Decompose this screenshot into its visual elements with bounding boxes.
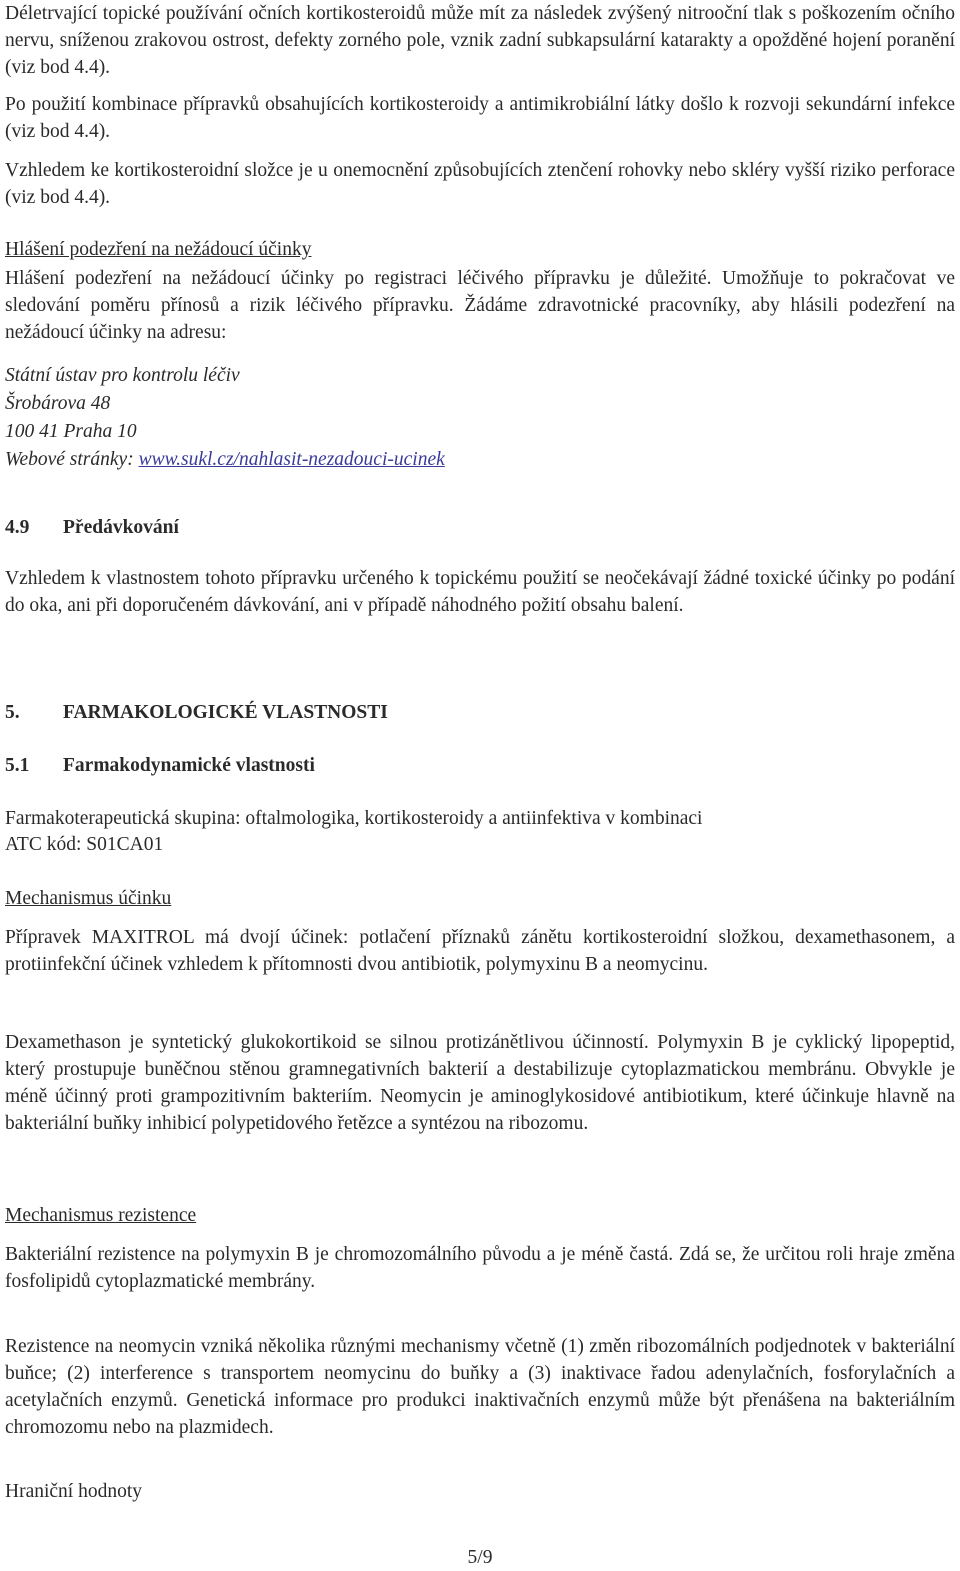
section-title: Farmakodynamické vlastnosti <box>63 755 315 776</box>
pharmacotherapeutic-group: Farmakoterapeutická skupina: oftalmologika, kortikosteroidy a antiinfektiva v kombinaci <box>5 808 703 829</box>
address-line-institution: Státní ústav pro kontrolu léčiv <box>5 365 240 386</box>
section-4-9-heading <box>5 514 955 541</box>
reporting-text: Hlášení podezření na nežádoucí účinky po registraci léčivého přípravku je důležité. Umožňuje to pokračovat ve sledování poměru přínosů a rizik léčivého přípravku. Žádáme zdravotnické pracovníky, aby hlásili podezření na nežádoucí účinky na adresu: <box>5 268 955 343</box>
paragraph-ocular-effects: Déletrvající topické používání očních kortikosteroidů může mít za následek zvýšený nitrooční tlak s poškozením očního nervu, sníženou zrakovou ostrost, defekty zorného pole, vznik zadní subkapsulární katarakty a opožděné hojení poranění (viz bod 4.4). <box>5 3 955 78</box>
limits-heading: Hraniční hodnoty <box>5 1481 143 1502</box>
section-title: Předávkování <box>63 517 179 538</box>
mechanism-paragraph-2: Dexamethason je syntetický glukokortikoid se silnou protizánětlivou účinností. Polymyxin B je cyklický lipopeptid, který prostupuje buněčnou stěnou gramnegativních bakterií a destabilizuje cytoplazmatickou membránu. Obvykle je méně účinný proti grampozitivním bakteriím. Neomycin je aminoglykosidové antibiotikum, které účinkuje hlavně na bakteriální buňky inhibicí polypetidového řetězce a syntézou na ribozomu. <box>5 1032 955 1134</box>
resistance-paragraph-1: Bakteriální rezistence na polymyxin B je chromozomálního původu a je méně častá. Zdá se, že určitou roli hraje změna fosfolipidů cytoplazmatické membrány. <box>5 1244 955 1292</box>
paragraph-secondary-infection: Po použití kombinace přípravků obsahujících kortikosteroidy a antimikrobiální látky došlo k rozvoji sekundární infekce (viz bod 4.4). <box>5 94 955 142</box>
resistance-heading: Mechanismus rezistence <box>5 1205 197 1226</box>
section-title: FARMAKOLOGICKÉ VLASTNOSTI <box>63 702 388 723</box>
overdose-text: Vzhledem k vlastnostem tohoto přípravku určeného k topickému použití se neočekávají žádné toxické účinky po podání do oka, ani při doporučeném dávkování, ani v případě náhodného požití obsahu balení. <box>5 568 955 616</box>
atc-code: ATC kód: S01CA01 <box>5 834 164 855</box>
address-line-web <box>5 446 955 473</box>
section-5-heading <box>5 699 955 726</box>
mechanism-heading: Mechanismus účinku <box>5 888 172 909</box>
reporting-web-link[interactable]: www.sukl.cz/nahlasit-nezadouci-ucinek <box>138 449 445 470</box>
web-label: Webové stránky: <box>5 449 139 470</box>
section-number: 5.1 <box>5 755 30 776</box>
reporting-heading: Hlášení podezření na nežádoucí účinky <box>5 239 312 260</box>
section-number: 5. <box>5 702 20 723</box>
address-line-street: Šrobárova 48 <box>5 393 111 414</box>
paragraph-perforation-risk: Vzhledem ke kortikosteroidní složce je u onemocnění způsobujících ztenčení rohovky nebo skléry vyšší riziko perforace (viz bod 4.4). <box>5 160 955 208</box>
address-line-city: 100 41 Praha 10 <box>5 421 137 442</box>
mechanism-paragraph-1: Přípravek MAXITROL má dvojí účinek: potlačení příznaků zánětu kortikosteroidní složkou, dexamethasonem, a protiinfekční účinek vzhledem k přítomnosti dvou antibiotik, polymyxinu B a neomycinu. <box>5 927 955 975</box>
address-block <box>5 362 955 473</box>
section-number: 4.9 <box>5 517 30 538</box>
resistance-paragraph-2: Rezistence na neomycin vzniká několika různými mechanismy včetně (1) změn ribozomálních podjednotek v bakteriální buňce; (2) interference s transportem neomycinu do buňky a (3) inaktivace řadou adenylačních, fosforylačních a acetylačních enzymů. Genetická informace pro produkci inaktivačních enzymů může být přenášena na bakteriálním chromozomu nebo na plazmidech. <box>5 1336 955 1438</box>
section-5-1-heading <box>5 752 955 779</box>
page-number: 5/9 <box>467 1547 493 1568</box>
